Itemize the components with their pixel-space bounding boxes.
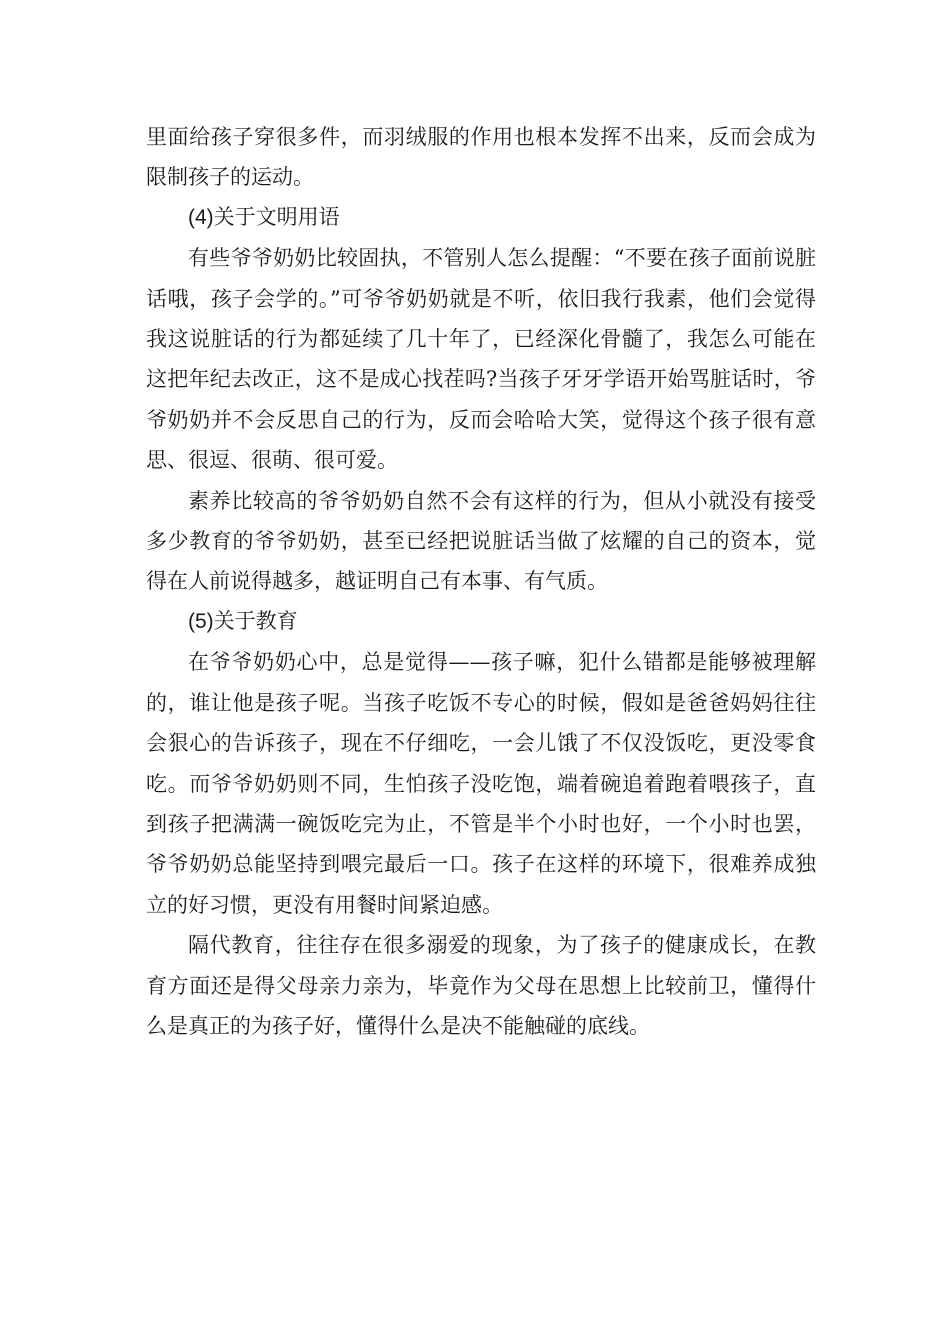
section-heading: (4)关于文明用语 <box>188 205 340 229</box>
document-body <box>146 117 816 1046</box>
section-heading: (5)关于教育 <box>188 609 298 633</box>
body-paragraph: 在爷爷奶奶心中，总是觉得——孩子嘛，犯什么错都是能够被理解的，谁让他是孩子呢。当孩子吃饭不专心的时候，假如是爸爸妈妈往往会狠心的告诉孩子，现在不仔细吃，一会儿饿了不仅没饭吃，更没零食吃。而爷爷奶奶则不同，生怕孩子没吃饱，端着碗追着跑着喂孩子，直到孩子把满满一碗饭吃完为止，不管是半个小时也好，一个小时也罢，爷爷奶奶总能坚持到喂完最后一口。孩子在这样的环境下，很难养成独立的好习惯，更没有用餐时间紧迫感。 <box>146 650 816 917</box>
body-paragraph: 隔代教育，往往存在很多溺爱的现象，为了孩子的健康成长，在教育方面还是得父母亲力亲为，毕竟作为父母在思想上比较前卫，懂得什么是真正的为孩子好，懂得什么是决不能触碰的底线。 <box>146 933 816 1038</box>
body-paragraph: 有些爷爷奶奶比较固执，不管别人怎么提醒：“不要在孩子面前说脏话哦，孩子会学的。”可爷爷奶奶就是不听，依旧我行我素，他们会觉得我这说脏话的行为都延续了几十年了，已经深化骨髓了，我怎么可能在这把年纪去改正，这不是成心找茬吗?当孩子牙牙学语开始骂脏话时，爷爷奶奶并不会反思自己的行为，反而会哈哈大笑，觉得这个孩子很有意思、很逗、很萌、很可爱。 <box>146 246 816 473</box>
body-paragraph: 里面给孩子穿很多件，而羽绒服的作用也根本发挥不出来，反而会成为限制孩子的运动。 <box>146 125 816 190</box>
body-paragraph: 素养比较高的爷爷奶奶自然不会有这样的行为，但从小就没有接受多少教育的爷爷奶奶，甚至已经把说脏话当做了炫耀的自己的资本，觉得在人前说得越多，越证明自己有本事、有气质。 <box>146 488 816 594</box>
